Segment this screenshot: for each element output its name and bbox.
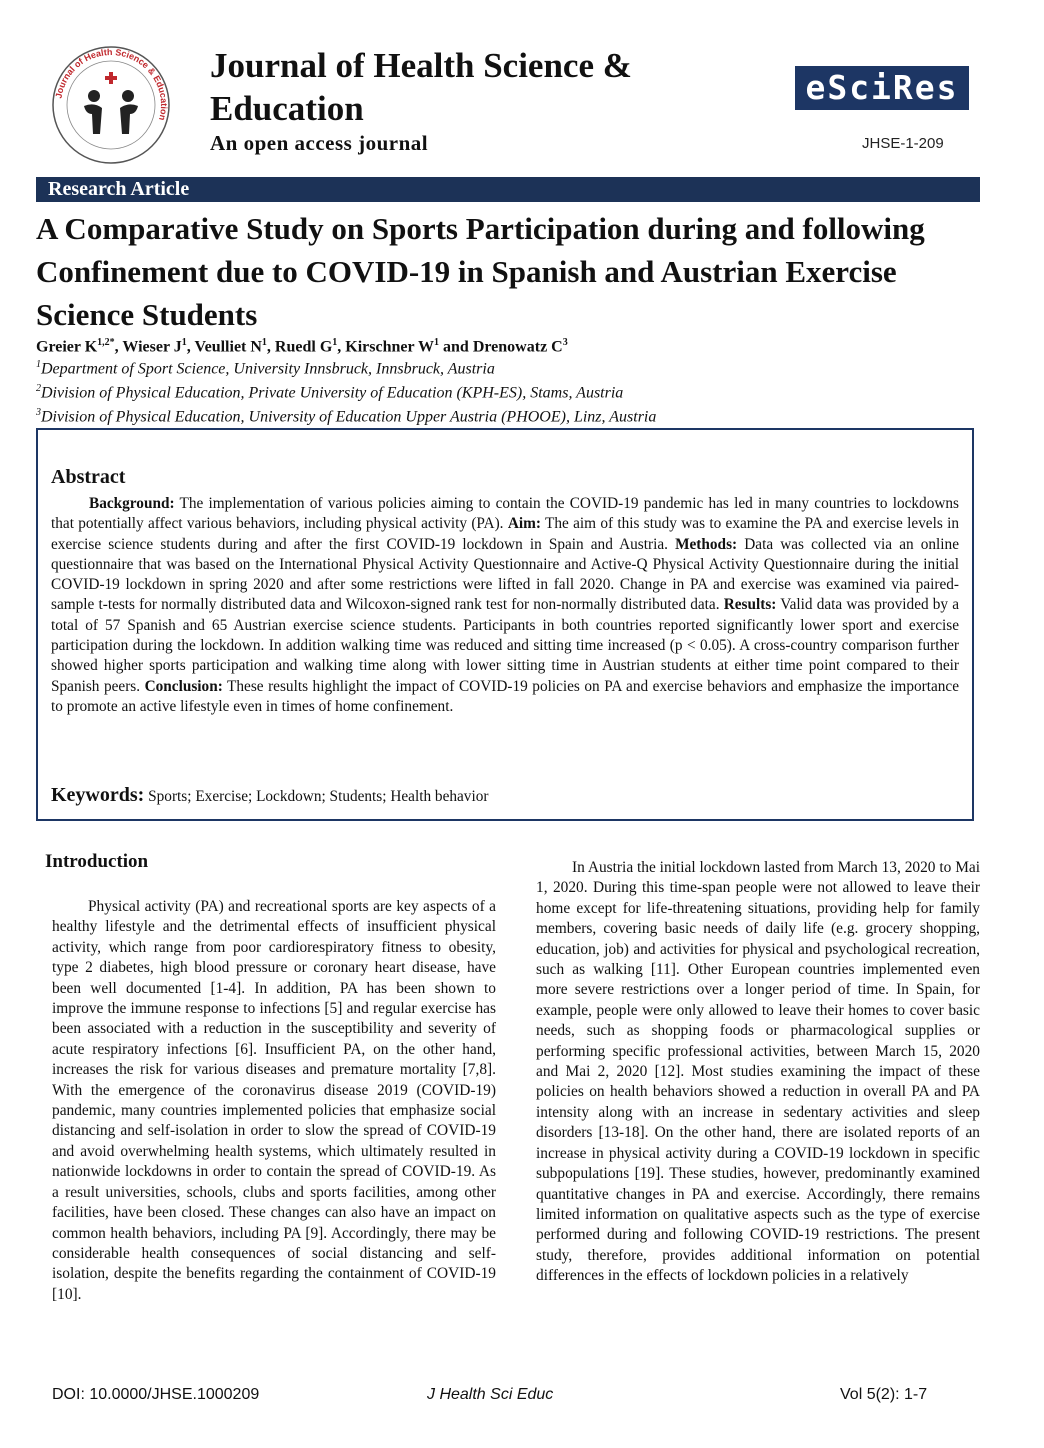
affiliation-mark: 2 [36, 383, 41, 394]
introduction-heading: Introduction [45, 851, 149, 872]
footer-doi: DOI: 10.0000/JHSE.1000209 [52, 1386, 260, 1403]
journal-subtitle: An open access journal [210, 131, 429, 155]
author-name: Greier K [36, 338, 98, 356]
introduction-paragraph-1: Physical activity (PA) and recreational sports are key aspects of a healthy lifestyle and the detrimental effects of insufficient physical activity, which range from poor cardiorespiratory fitness to obesity, type 2 diabetes, high blood pressure or coronary heart disease, have been well documented [1-4]. In addition, PA has been shown to improve the immune response to infections [5] and regular exercise has been associated with a reduction in the susceptibility and severity of acute respiratory infections [6]. Insufficient PA, on the other hand, increases the risk for various diseases and premature mortality [7,8]. With the emergence of the coronavirus disease 2019 (COVID-19) pandemic, many countries implemented policies that emphasize social distancing and self-isolation in order to slow the spread of COVID-19 and avoid overwhelming health systems, which ultimately resulted in nationwide lockdowns in order to contain the spread of COVID-19. As a result universities, schools, clubs and sports facilities, among other facilities, have been closed. These changes can also have an impact on common health behaviors, including PA [9]. Accordingly, there may be considerable health consequences of social distancing and self-isolation, despite the benefits regarding the containment of COVID-19 [10]. [52, 898, 496, 1303]
keywords [51, 784, 488, 807]
author-affiliation-mark: 1,2* [97, 337, 115, 348]
publisher-logo: eSciRes [795, 66, 969, 110]
abstract-section-label: Conclusion: [144, 677, 223, 695]
affiliation-text: Division of Physical Education, University of Education Upper Austria (PHOOE), Linz, Austria [41, 408, 657, 426]
abstract-section-text: The aim of this study was to examine the PA and exercise levels in exercise science students during and after the first COVID-19 lockdown in Spain and Austria. [51, 515, 959, 553]
author-name: Kirschner W [345, 338, 435, 356]
journal-title: Journal of Health Science & Education [210, 46, 632, 128]
article-code: JHSE-1-209 [862, 135, 944, 152]
author-affiliation-mark: 3 [562, 337, 568, 348]
affiliation-mark: 3 [36, 407, 41, 418]
abstract-section-text: These results highlight the impact of COVID-19 policies on PA and exercise behaviors and emphasize the importance to promote an active lifestyle even in times of home confinement. [51, 677, 959, 715]
introduction-paragraph-2: In Austria the initial lockdown lasted from March 13, 2020 to Mai 1, 2020. During this time-span people were not allowed to leave their home except for life-threatening situations, providing help for family members, covering basic needs of daily life (e.g. grocery shopping, education, job) and activities for physical and psychological recreation, such as walking [11]. Other European countries implemented even more severe restrictions over a longer period of time. In Spain, for example, people were only allowed to leave their homes to cover basic needs, such as shopping foods or pharmacological supplies or performing specific professional activities, between March 15, 2020 and Mai 2, 2020 [12]. Most studies examining the impact of these policies on health behaviors showed a reduction in overall PA and PA intensity along with an increase in sedentary activities and sleep disorders [13-18]. On the other hand, there are isolated reports of an increase in physical activity during a COVID-19 lockdown in specific subpopulations [19]. These studies, however, predominantly examined quantitative changes in PA and exercise. Accordingly, there remains limited information on qualitative aspects such as the type of exercise performed during and following COVID-19 restrictions. The present study, therefore, provides additional information on potential differences in the effects of lockdown policies in a relatively [536, 859, 980, 1285]
introduction-left-column [52, 897, 496, 1305]
abstract-section-text: Data was collected via an online questionnaire that was based on the International Physical Activity Questionnaire and Active-Q Physical Activity Questionnaire during the initial COVID-19 lockdown in spring 2020 and after some restrictions were lifted in fall 2020. Change in PA and exercise was examined via paired-sample t-tests for normally distributed data and Wilcoxon-signed rank test for non-normally distributed data. [51, 535, 959, 614]
author-affiliation-mark: 1 [181, 337, 187, 348]
abstract-heading: Abstract [51, 466, 126, 488]
abstract-section-label: Methods: [675, 535, 738, 553]
affiliation-1 [36, 359, 495, 378]
abstract-section-label: Aim: [507, 515, 541, 533]
author-list: Greier $K^{1,2*}$, Wieser $J^1$, Veulliet $N^1$, Ruedl $G^1$, Kirschner $W^1$ and Drenowatz $C^3$ [36, 337, 568, 356]
affiliation-text: Division of Physical Education, Private University of Education (KPH-ES), Stams, Austria [41, 384, 624, 402]
author-name: Veulliet N [194, 338, 262, 356]
affiliation-3 [36, 407, 656, 426]
abstract-section-text: The implementation of various policies aiming to contain the COVID-19 pandemic has led in many countries to lockdowns that potentially affect various behaviors, including physical activity (PA). [51, 495, 959, 533]
abstract-section-text: Valid data was provided by a total of 57 Spanish and 65 Austrian exercise science students. Participants in both countries reported significantly lower sport and exercise participation during the lockdown. In addition walking time was reduced and sitting time increased (p < 0.05). A cross-country comparison further showed higher sports participation and walking time along with lower sitting time in Austrian students at either time point compared to their Spanish peers. [51, 596, 960, 695]
footer-journal-abbrev: J Health Sci Educ [427, 1386, 554, 1403]
keywords-list: Sports; Exercise; Lockdown; Students; Health behavior [148, 788, 489, 805]
author-name: Ruedl G [274, 338, 333, 356]
affiliation-2 [36, 383, 623, 402]
footer-volume: Vol 5(2): 1-7 [840, 1386, 928, 1403]
affiliation-text: Department of Sport Science, University Innsbruck, Innsbruck, Austria [41, 360, 495, 378]
logo-ring-text: Journal of Health Science & Education [53, 46, 170, 122]
abstract-text [51, 494, 959, 717]
introduction-right-column [536, 858, 980, 1287]
affiliation-mark: 1 [36, 359, 41, 370]
journal-logo [50, 44, 172, 166]
abstract-section-label: Results: [723, 596, 777, 614]
author-affiliation-mark: 1 [434, 337, 440, 348]
author-affiliation-mark: 1 [332, 337, 338, 348]
article-type-bar: Research Article [36, 177, 980, 202]
abstract-section-label: Background: [89, 495, 175, 512]
author-name: Drenowatz C [472, 338, 563, 356]
author-name: Wieser J [122, 338, 182, 356]
keywords-label: Keywords: [51, 784, 145, 806]
author-affiliation-mark: 1 [261, 337, 267, 348]
article-title: A Comparative Study on Sports Participation during and following Confinement due to COVID-19 in Spanish and Austrian Exercise Science Students [36, 211, 925, 332]
